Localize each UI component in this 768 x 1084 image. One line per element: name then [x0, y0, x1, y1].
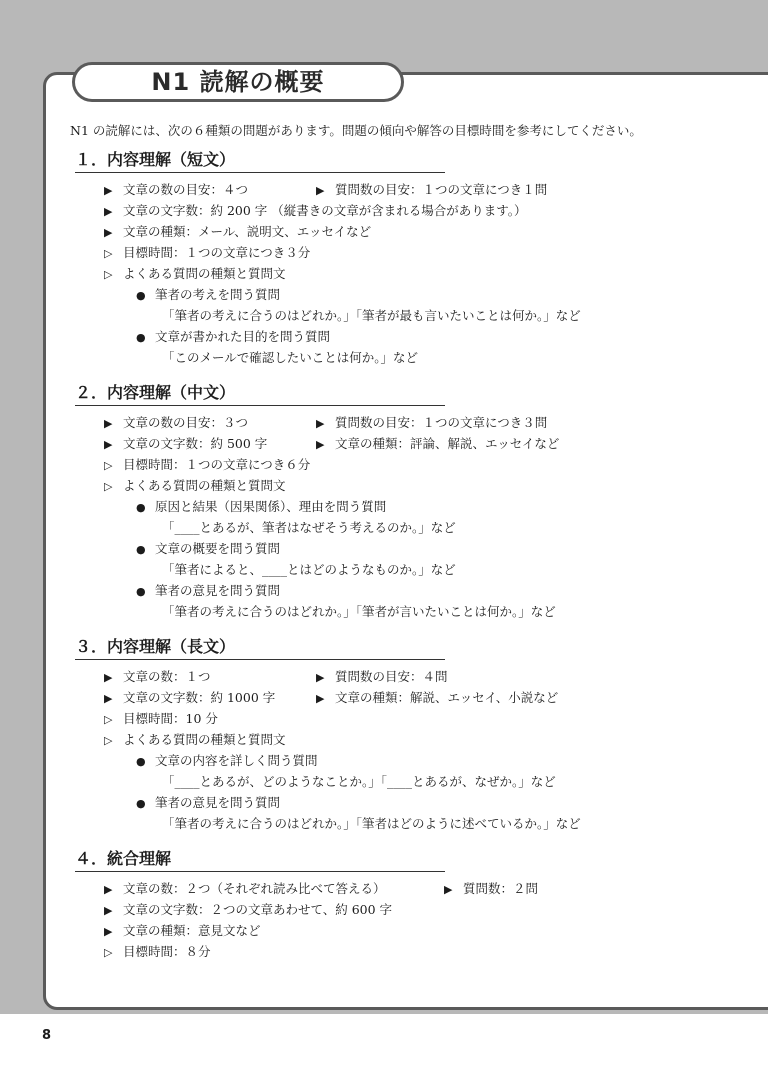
item-text: 目標時間：８分	[123, 944, 211, 959]
list-item	[70, 878, 730, 899]
item-text: 文章の文字数：約 200 字 （縦書きの文章が含まれる場合があります。）	[123, 203, 527, 218]
question-type-item	[70, 792, 730, 813]
item-text: よくある質問の種類と質問文	[123, 478, 286, 493]
filled-triangle-icon: ▶	[104, 904, 113, 917]
title-banner	[72, 62, 404, 102]
item-text: 筆者の考えを問う質問	[155, 287, 281, 302]
list-item	[70, 200, 730, 221]
filled-triangle-icon: ▶	[104, 925, 113, 938]
item-text: 質問数の目安：１つの文章につき１問	[335, 182, 548, 197]
filled-triangle-icon: ▶	[316, 184, 325, 197]
item-text: 文章の数の目安：４つ	[123, 182, 249, 197]
list-item	[70, 433, 730, 454]
question-example	[70, 559, 730, 580]
item-text: 目標時間：１つの文章につき６分	[123, 457, 311, 472]
page-title: N1 読解の概要	[151, 68, 325, 96]
question-example	[70, 601, 730, 622]
question-type-item	[70, 284, 730, 305]
item-text: 文章の概要を問う質問	[155, 541, 281, 556]
list-item	[70, 920, 730, 941]
page-footer-area	[0, 1014, 768, 1084]
question-example	[70, 813, 730, 834]
list-item	[70, 687, 730, 708]
item-text: よくある質問の種類と質問文	[123, 732, 286, 747]
item-text: 筆者の意見を問う質問	[155, 795, 281, 810]
question-type-item	[70, 580, 730, 601]
list-item	[70, 729, 730, 750]
item-text: 文章の数の目安：３つ	[123, 415, 249, 430]
item-text: 「このメールで確認したいことは何か。」など	[162, 350, 419, 365]
list-item	[70, 412, 730, 433]
sections-container	[70, 149, 730, 962]
item-text: 質問数の目安：４問	[335, 669, 448, 684]
list-item	[70, 666, 730, 687]
list-item	[70, 475, 730, 496]
section-heading: ２．内容理解（中文）	[75, 382, 445, 406]
item-text: 文章の文字数：約 500 字	[123, 436, 268, 451]
item-second-column	[316, 433, 559, 455]
filled-triangle-icon: ▶	[104, 692, 113, 705]
bullet-icon: ●	[136, 501, 146, 514]
item-text: 文章の種類：メール、説明文、エッセイなど	[123, 224, 372, 239]
item-second-column	[316, 179, 547, 201]
filled-triangle-icon: ▶	[104, 417, 113, 430]
item-second-column	[444, 878, 538, 900]
question-type-item	[70, 750, 730, 771]
outline-triangle-icon: ▷	[104, 480, 113, 493]
filled-triangle-icon: ▶	[104, 205, 113, 218]
filled-triangle-icon: ▶	[104, 671, 113, 684]
filled-triangle-icon: ▶	[316, 438, 325, 451]
filled-triangle-icon: ▶	[104, 883, 113, 896]
item-text: 目標時間：10 分	[123, 711, 218, 726]
question-example	[70, 305, 730, 326]
item-text: よくある質問の種類と質問文	[123, 266, 286, 281]
question-type-item	[70, 496, 730, 517]
item-text: 文章の内容を詳しく問う質問	[155, 753, 318, 768]
bullet-icon: ●	[136, 543, 146, 556]
filled-triangle-icon: ▶	[444, 883, 453, 896]
filled-triangle-icon: ▶	[316, 692, 325, 705]
list-item	[70, 708, 730, 729]
item-text: 文章の種類：意見文など	[123, 923, 261, 938]
main-content	[70, 118, 730, 962]
item-text: 文章の種類：評論、解説、エッセイなど	[335, 436, 560, 451]
item-text: 筆者の意見を問う質問	[155, 583, 281, 598]
filled-triangle-icon: ▶	[104, 438, 113, 451]
outline-triangle-icon: ▷	[104, 268, 113, 281]
question-example	[70, 347, 730, 368]
list-item	[70, 899, 730, 920]
bullet-icon: ●	[136, 585, 146, 598]
section-heading: ４．統合理解	[75, 848, 445, 872]
section-3	[70, 636, 730, 834]
bullet-icon: ●	[136, 289, 146, 302]
section-1	[70, 149, 730, 368]
item-text: 「筆者の考えに合うのはどれか。」「筆者はどのように述べているか。」など	[162, 816, 581, 831]
section-4	[70, 848, 730, 962]
item-second-column	[316, 412, 547, 434]
item-text: 「筆者によると、____とはどのようなものか。」など	[162, 562, 456, 577]
question-example	[70, 517, 730, 538]
item-second-column	[316, 666, 448, 688]
item-text: 文章の種類：解説、エッセイ、小説など	[335, 690, 559, 705]
question-type-item	[70, 326, 730, 347]
outline-triangle-icon: ▷	[104, 247, 113, 260]
item-text: 質問数の目安：１つの文章につき３問	[335, 415, 548, 430]
item-text: 原因と結果（因果関係）、理由を問う質問	[155, 499, 387, 514]
item-text: 文章の数：１つ	[123, 669, 211, 684]
section-heading: ３．内容理解（長文）	[75, 636, 445, 660]
bullet-icon: ●	[136, 797, 146, 810]
filled-triangle-icon: ▶	[104, 184, 113, 197]
item-text: 目標時間：１つの文章につき３分	[123, 245, 311, 260]
bullet-icon: ●	[136, 755, 146, 768]
section-heading: １．内容理解（短文）	[75, 149, 445, 173]
item-text: 文章が書かれた目的を問う質問	[155, 329, 331, 344]
filled-triangle-icon: ▶	[104, 226, 113, 239]
item-text: 文章の数：２つ（それぞれ読み比べて答える）	[123, 881, 386, 896]
item-text: 「筆者の考えに合うのはどれか。」「筆者が言いたいことは何か。」など	[162, 604, 556, 619]
item-text: 文章の文字数：２つの文章あわせて、約 600 字	[123, 902, 393, 917]
list-item	[70, 242, 730, 263]
item-second-column	[316, 687, 558, 709]
question-type-item	[70, 538, 730, 559]
list-item	[70, 221, 730, 242]
item-text: 文章の文字数：約 1000 字	[123, 690, 276, 705]
list-item	[70, 179, 730, 200]
page-number: 8	[42, 1028, 52, 1043]
question-example	[70, 771, 730, 792]
outline-triangle-icon: ▷	[104, 734, 113, 747]
item-text: 質問数：２問	[463, 881, 539, 896]
list-item	[70, 941, 730, 962]
intro-paragraph: N1 の読解には、次の６種類の問題があります。問題の傾向や解答の目標時間を参考にしてください。	[70, 123, 642, 138]
item-text: 「筆者の考えに合うのはどれか。」「筆者が最も言いたいことは何か。」など	[162, 308, 581, 323]
section-2	[70, 382, 730, 622]
item-text: 「____とあるが、どのようなことか。」「____とあるが、なぜか。」など	[162, 774, 556, 789]
filled-triangle-icon: ▶	[316, 671, 325, 684]
filled-triangle-icon: ▶	[316, 417, 325, 430]
item-text: 「____とあるが、筆者はなぜそう考えるのか。」など	[162, 520, 456, 535]
outline-triangle-icon: ▷	[104, 459, 113, 472]
list-item	[70, 263, 730, 284]
bullet-icon: ●	[136, 331, 146, 344]
outline-triangle-icon: ▷	[104, 713, 113, 726]
outline-triangle-icon: ▷	[104, 946, 113, 959]
list-item	[70, 454, 730, 475]
